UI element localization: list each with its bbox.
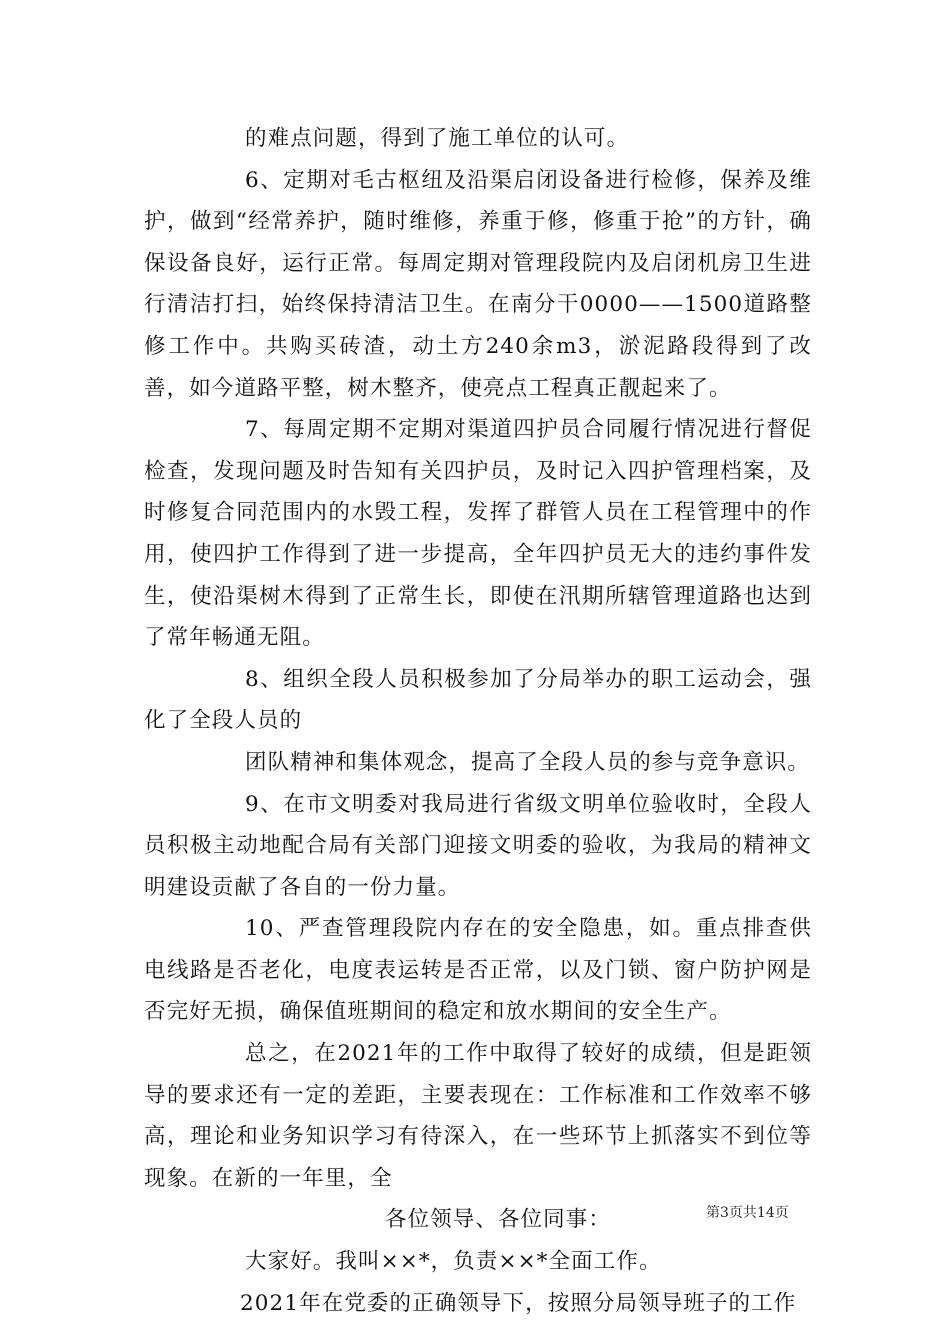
paragraph-item-7: 7、每周定期不定期对渠道四护员合同履行情况进行督促检查，发现问题及时告知有关四护员，及时记入四护管理档案，及时修复合同范围内的水毁工程，发挥了群管人员在工程管理中的作用，使四护工作得到了进一步提高，全年四护员无大的违约事件发生，使沿渠树木得到了正常生长，即使在汛期所辖管理道路也达到了常年畅通无阻。 (144, 417, 812, 651)
paragraph-item-10: 10、严查管理段院内存在的安全隐患，如。重点排查供电线路是否老化，电度表运转是否正常，以及门锁、窗户防护网是否完好无损，确保值班期间的稳定和放水期间的安全生产。 (144, 916, 812, 1025)
paragraph-item-8-continued: 团队精神和集体观念，提高了全段人员的参与竞争意识。 (245, 749, 811, 775)
salutation: 各位领导、各位同事： (384, 1207, 611, 1233)
paragraph-year-intro: 2021年在党委的正确领导下，按照分局领导班子的工作 (240, 1290, 797, 1316)
document-body (144, 118, 812, 1324)
page-number: 第3页共14页 (706, 1205, 789, 1221)
paragraph-item-8: 8、组织全段人员积极参加了分局举办的职工运动会，强化了全段人员的 (144, 666, 812, 734)
paragraph-continuation: 的难点问题，得到了施工单位的认可。 (245, 126, 630, 151)
greeting-line: 大家好。我叫××*，负责××*全面工作。 (245, 1249, 662, 1275)
paragraph-summary: 总之，在2021年的工作中取得了较好的成绩，但是距领导的要求还有一定的差距，主要表现在：工作标准和工作效率不够高，理论和业务知识学习有待深入，在一些环节上抓落实不到位等现象。在新的一年里，全 (144, 1041, 812, 1191)
paragraph-item-9: 9、在市文明委对我局进行省级文明单位验收时，全段人员积极主动地配合局有关部门迎接文明委的验收，为我局的精神文明建设贡献了各自的一份力量。 (144, 791, 812, 900)
paragraph-item-6: 6、定期对毛古枢纽及沿渠启闭设备进行检修，保养及维护，做到“经常养护，随时维修，养重于修，修重于抢”的方针，确保设备良好，运行正常。每周定期对管理段院内及启闭机房卫生进行清洁打扫，始终保持清洁卫生。在南分干0000——1500道路整修工作中。共购买砖渣，动土方240余m3，淤泥路段得到了改善，如今道路平整，树木整齐，使亮点工程真正靓起来了。 (144, 167, 812, 401)
